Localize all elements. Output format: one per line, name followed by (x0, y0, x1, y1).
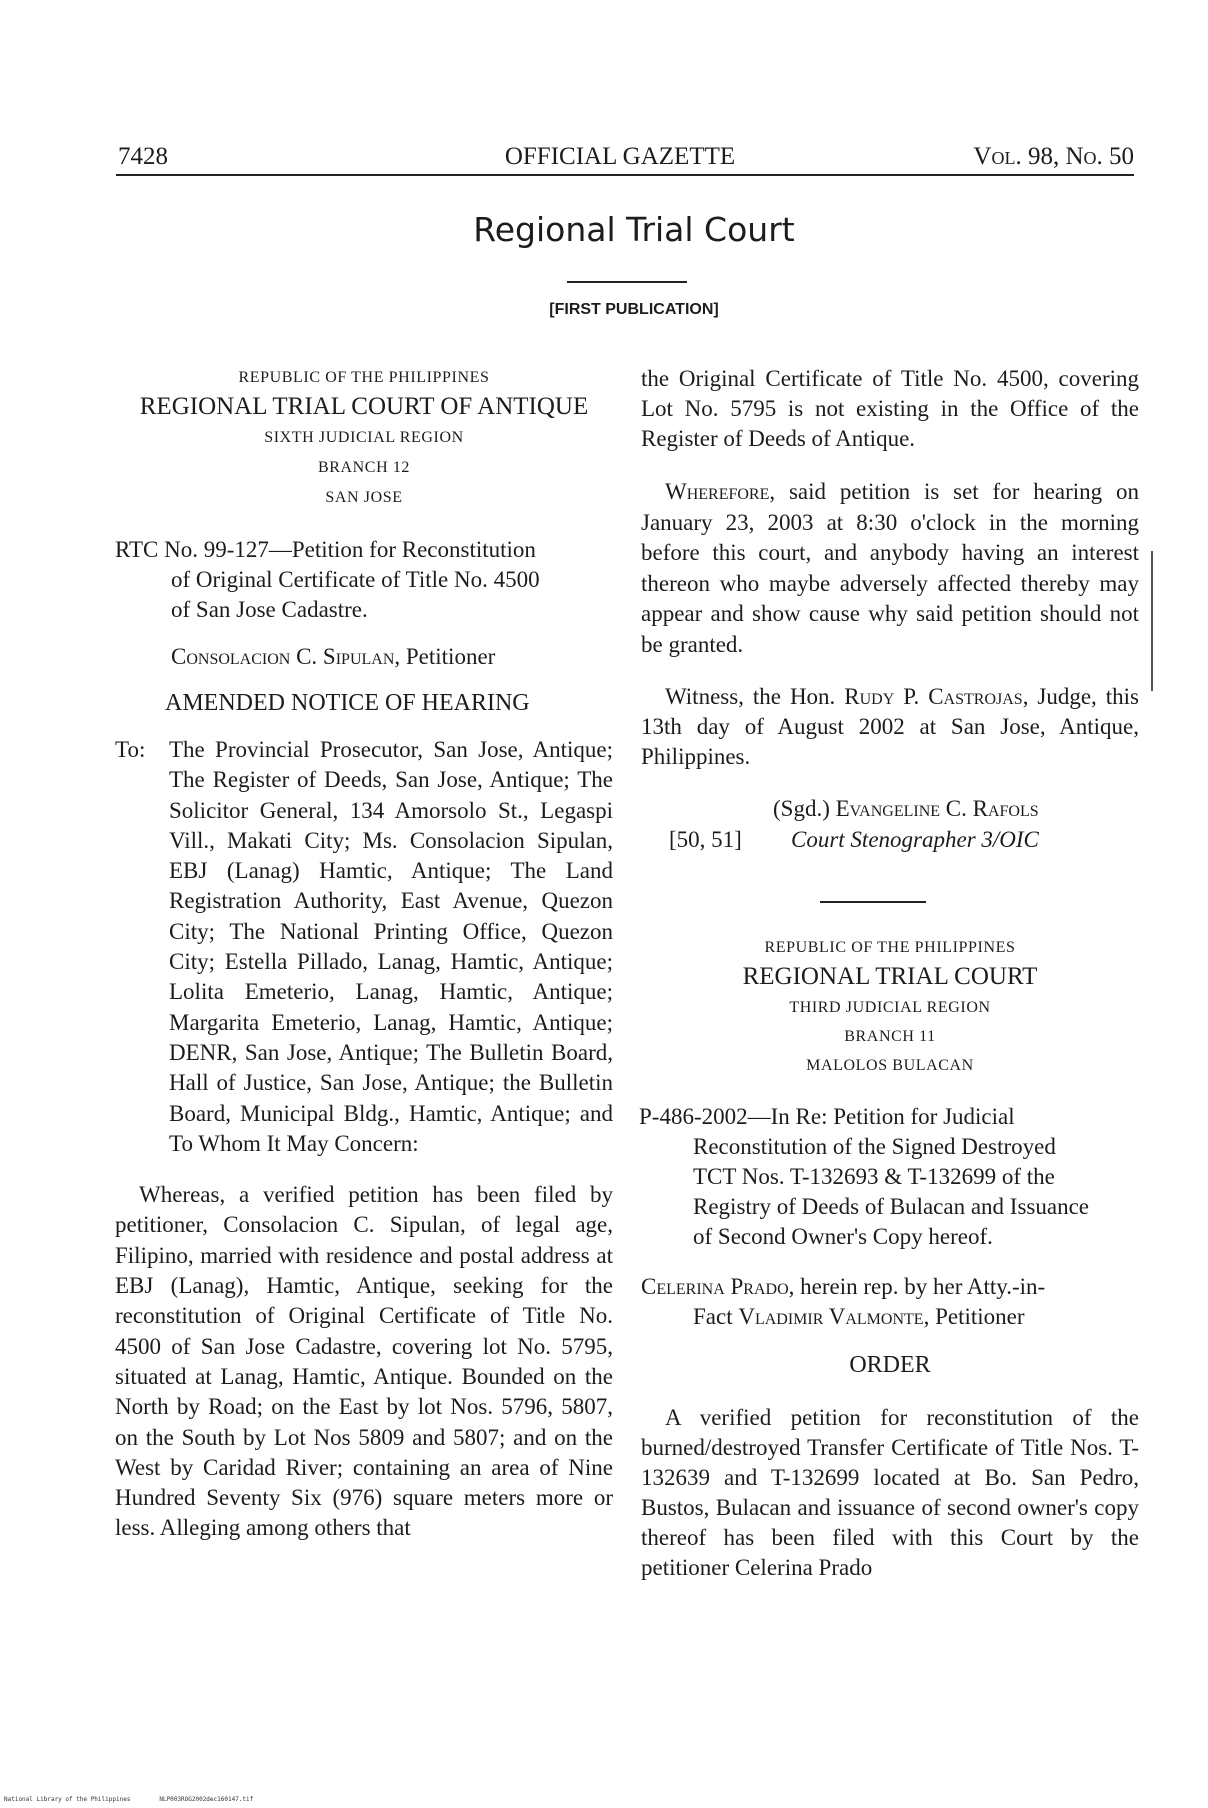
signature-name: Evangeline C. Rafols (835, 796, 1039, 821)
case2-title-line: TCT Nos. T-132693 & T-132699 of the (693, 1164, 1055, 1189)
court-city: SAN JOSE (325, 489, 403, 506)
witness-lead: Witness, the Hon. (665, 684, 845, 709)
court-name: REGIONAL TRIAL COURT OF ANTIQUE (139, 393, 589, 420)
wherefore-text: said petition is set for hearing on January 23, 2003 at 8:30 o'clock in the morning before this court, and anybody having an interest thereon who maybe adversely affected thereby may appear and show cause why said petition should not be granted. (641, 479, 1139, 657)
court-branch: BRANCH 12 (317, 459, 411, 476)
signature-prefix: (Sgd.) (773, 796, 836, 821)
witness-judge: Rudy P. Castrojas (844, 684, 1023, 709)
to-block (115, 735, 613, 1159)
wherefore-lead: Wherefore, (665, 479, 776, 504)
right-column (641, 364, 1139, 1583)
petitioner2-suffix: , Petitioner (923, 1304, 1025, 1329)
title-rule (567, 281, 687, 283)
petitioner-name: Consolacion C. Sipulan (171, 644, 395, 669)
publication-name: OFFICIAL GAZETTE (504, 143, 736, 170)
section-divider (820, 901, 926, 903)
case2-title-line: Registry of Deeds of Bulacan and Issuance (693, 1194, 1089, 1219)
to-recipients: The Provincial Prosecutor, San Jose, Antique; The Register of Deeds, San Jose, Antique; The Solicitor General, 134 Amorsolo St., Legaspi Vill., Makati City; Ms. Consolacion Sipulan, EBJ (Lanag) Hamtic, Antique; The Land Registration Authority, East Avenue, Quezon City; The National Printing Office, Quezon City; Estella Pillado, Lanag, Hamtic, Antique; Lolita Emeterio, Lanag, Hamtic, Antique; Margarita Emeterio, Lanag, Hamtic, Antique; DENR, San Jose, Antique; The Bulletin Board, Hall of Justice, San Jose, Antique; the Bulletin Board, Municipal Bldg., Hamtic, Antique; and To Whom It May Concern: (169, 737, 613, 1156)
case-title-line: RTC No. 99-127—Petition for Reconstitution (115, 537, 536, 562)
witness-text: , Judge, this 13th day of August 2002 at San Jose, Antique, Philippines. (641, 684, 1140, 769)
signature-title: Court Stenographer 3/OIC (791, 827, 1039, 852)
footer-library: National Library of the Philippines (4, 1796, 131, 1803)
petitioner-suffix: , Petitioner (394, 644, 496, 669)
petitioner2-name: Celerina Prado (641, 1274, 789, 1299)
margin-bar (1151, 551, 1153, 691)
signature-line (641, 793, 1139, 824)
case2-title-line: Reconstitution of the Signed Destroyed (693, 1134, 1056, 1159)
order-title: ORDER (849, 1352, 931, 1378)
petitioner2-fact: Fact (693, 1304, 739, 1329)
footer-scan-reference (4, 1796, 253, 1803)
court-republic: REPUBLIC OF THE PHILIPPINES (238, 369, 490, 386)
footer-file-ref: NLP003ROG2002dec160147.tif (159, 1796, 254, 1803)
notice-title: AMENDED NOTICE OF HEARING (165, 690, 530, 716)
section-title: Regional Trial Court (473, 210, 795, 249)
court2-name: REGIONAL TRIAL COURT (742, 963, 1038, 990)
petitioner-line (115, 642, 613, 672)
header-rule (116, 174, 1134, 176)
case-title-line: of San Jose Cadastre. (171, 597, 368, 622)
issue-reference: [50, 51] (669, 827, 742, 852)
to-label: To: (115, 737, 146, 762)
left-column (115, 365, 613, 1544)
whereas-paragraph: Whereas, a verified petition has been filed by petitioner, Consolacion C. Sipulan, of legal age, Filipino, married with residence and postal address at EBJ (Lanag), Hamtic, Antique, seeking for the reconstitution of Original Certificate of Title No. 4500 of San Jose Cadastre, covering lot No. 5795, situated at Lanag, Hamtic, Antique. Bounded on the North by Road; on the East by lot Nos. 5796, 5807, on the South by Lot Nos 5809 and 5807; and on the West by Caridad River; containing an area of Nine Hundred Seventy Six (976) square meters more or less. Alleging among others that (115, 1182, 613, 1541)
order-paragraph: A verified petition for reconstitution of the burned/destroyed Transfer Certificate of Title Nos. T-132639 and T-132699 located at Bo. San Pedro, Bustos, Bulacan and issuance of second owner's copy thereof has been filed with this Court by the petitioner Celerina Prado (641, 1405, 1139, 1580)
case-title-line: of Original Certificate of Title No. 4500 (171, 567, 540, 592)
court2-city: MALOLOS BULACAN (806, 1057, 974, 1074)
court2-block (641, 935, 1139, 1080)
case2-title (639, 1102, 1139, 1252)
volume-number: Vol. 98, No. 50 (973, 143, 1134, 170)
signature-title-row (641, 824, 1139, 855)
court2-republic: REPUBLIC OF THE PHILIPPINES (764, 939, 1016, 956)
petitioner2-block (641, 1272, 1139, 1332)
publication-note: [FIRST PUBLICATION] (549, 301, 719, 318)
case2-title-line: of Second Owner's Copy hereof. (693, 1224, 993, 1249)
wherefore-paragraph (641, 477, 1139, 660)
court2-region: THIRD JUDICIAL REGION (789, 999, 991, 1016)
court2-branch: BRANCH 11 (844, 1028, 936, 1045)
petitioner2-attorney: Vladimir Valmonte (738, 1304, 924, 1329)
petitioner2-mid: , herein rep. by her Atty.-in- (788, 1274, 1046, 1299)
court-region: SIXTH JUDICIAL REGION (264, 429, 464, 446)
page-number: 7428 (118, 143, 168, 170)
case2-title-line: P-486-2002—In Re: Petition for Judicial (639, 1104, 1015, 1129)
case-title (115, 535, 613, 625)
continuation-paragraph: the Original Certificate of Title No. 4500, covering Lot No. 5795 is not existing in the Office of the Register of Deeds of Antique. (641, 366, 1139, 451)
witness-paragraph (641, 682, 1139, 772)
